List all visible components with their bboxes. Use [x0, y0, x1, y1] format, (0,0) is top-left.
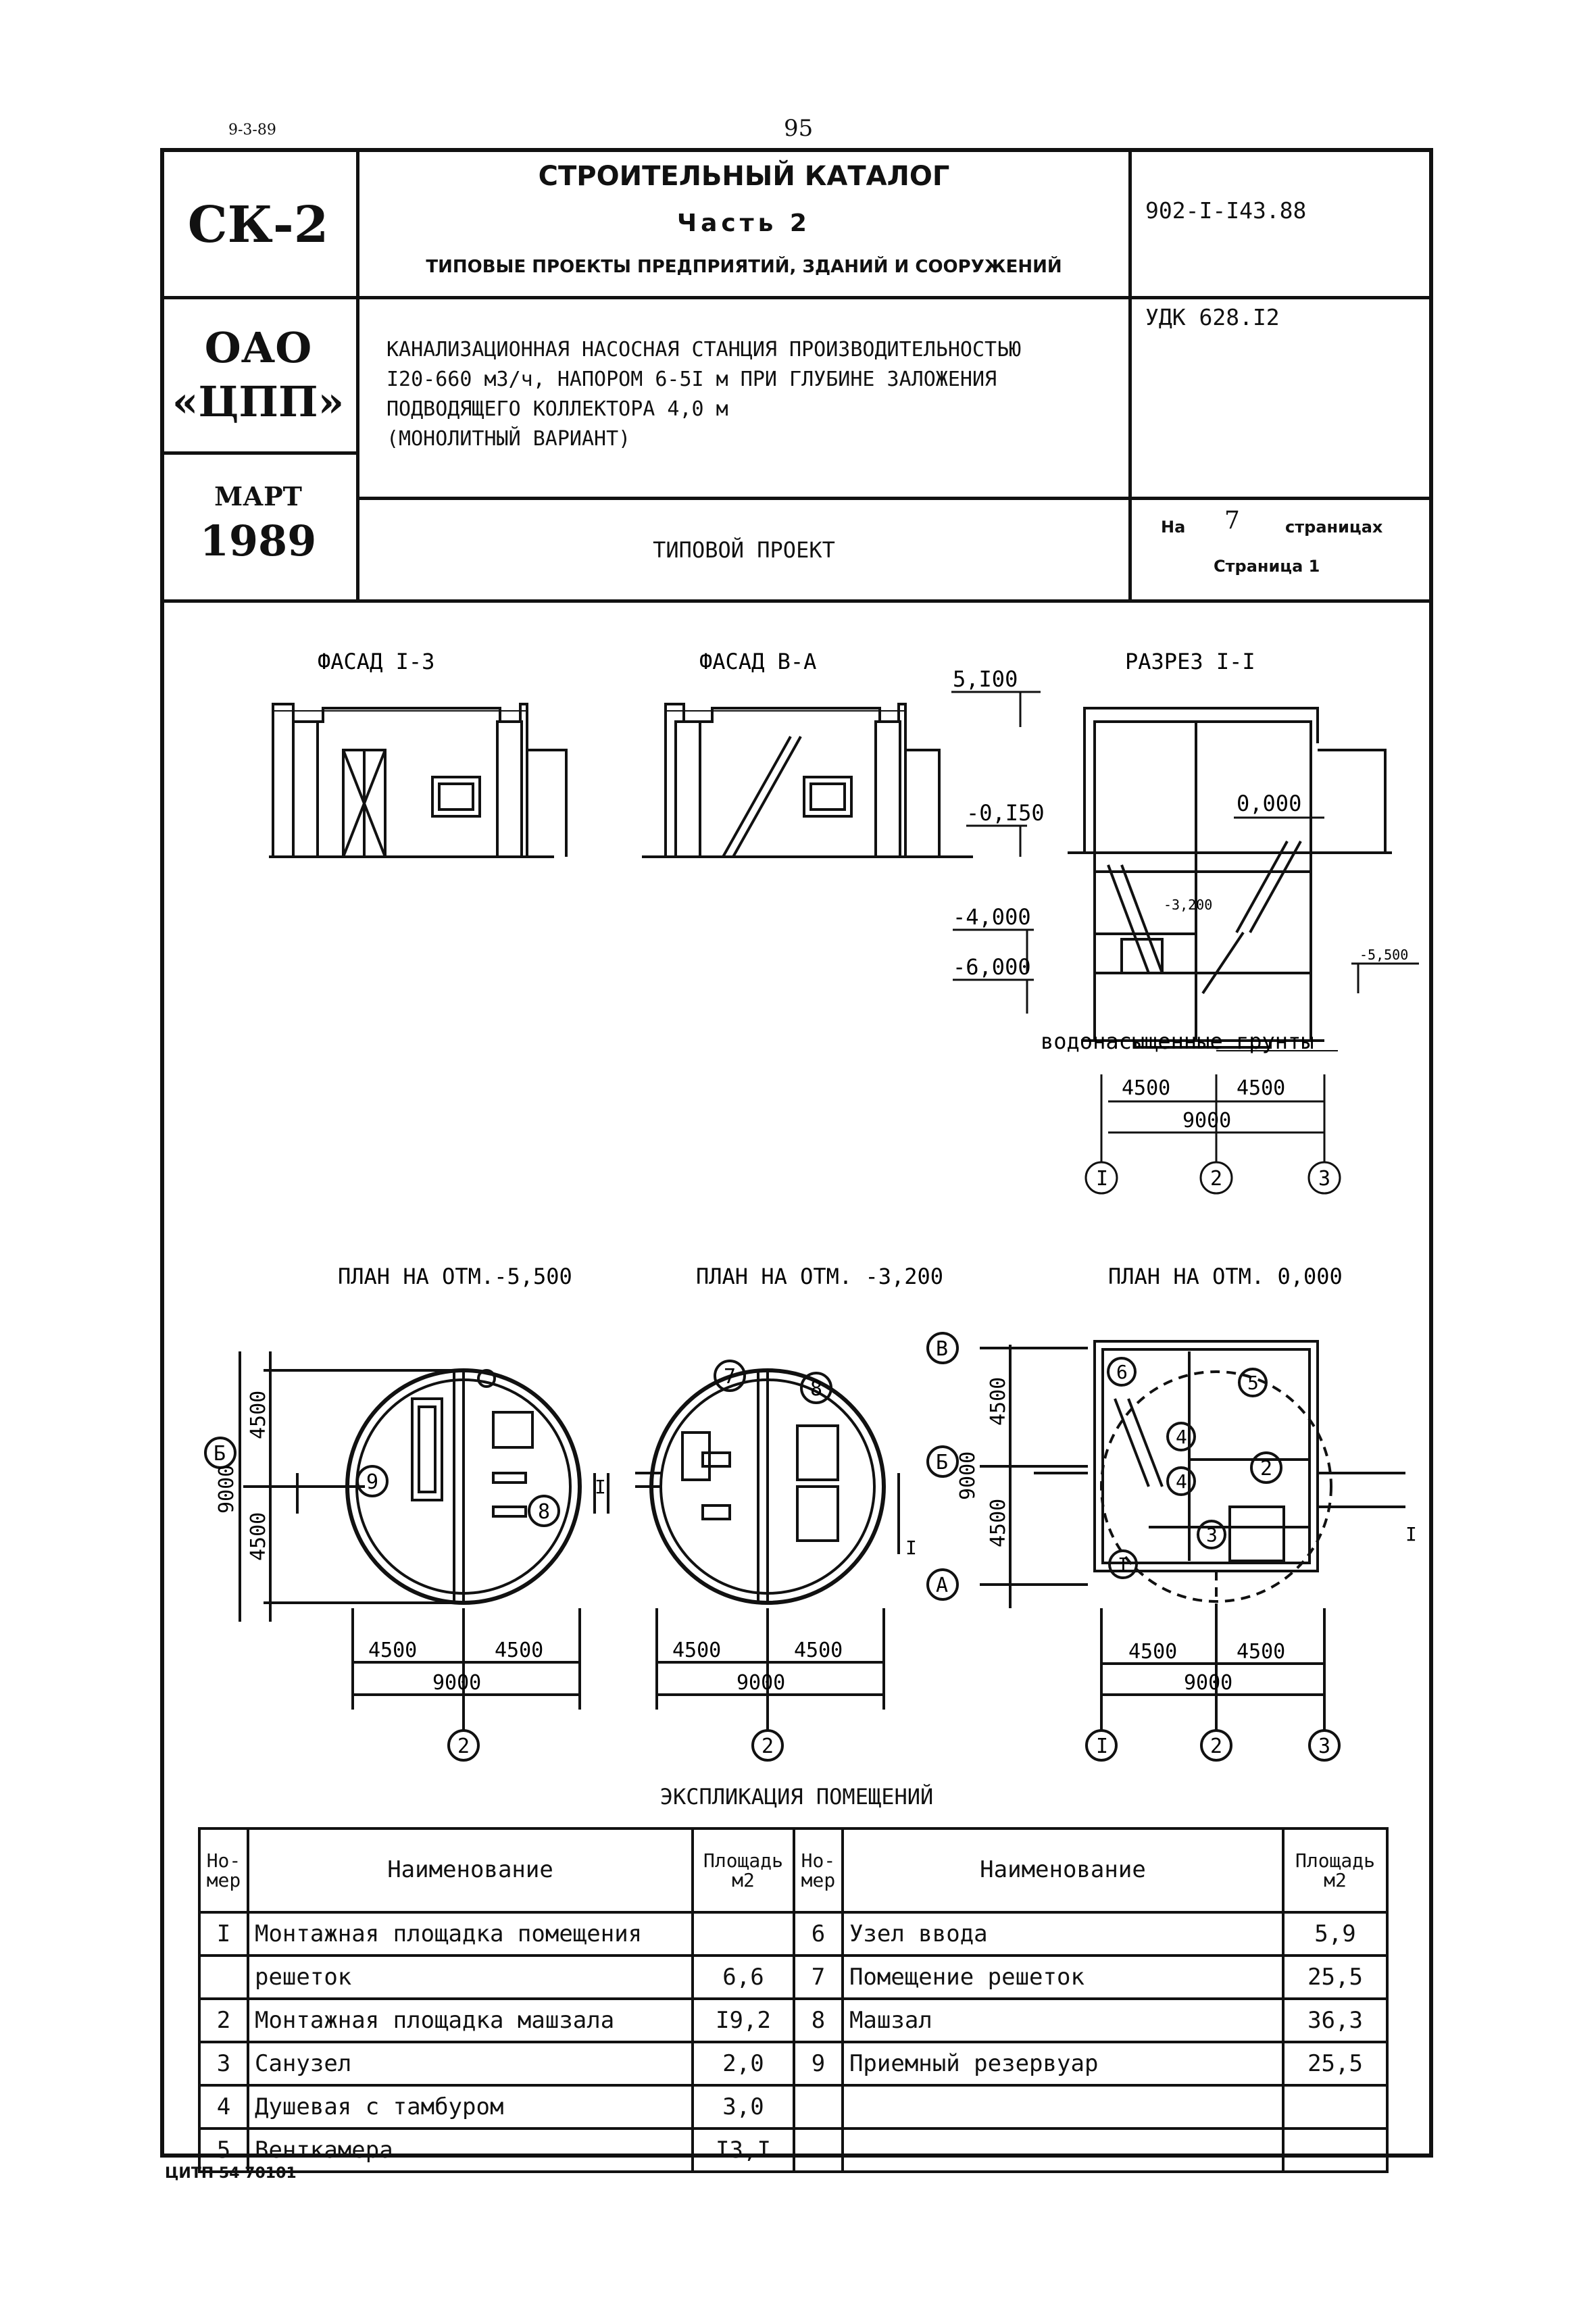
elev-minus-3200: -3,200: [1164, 897, 1213, 913]
plan-1-vdim-2: 4500: [247, 1512, 270, 1561]
plan-2-drawing: [608, 1361, 899, 1760]
plan-3-hdim-2: 4500: [1237, 1640, 1286, 1664]
row-area: 25,5: [1283, 2042, 1387, 2085]
series-code: СК-2: [187, 196, 329, 254]
description-line: I20-660 м3/ч, НАПОРОМ 6-5I м ПРИ ГЛУБИНЕ ЗАЛОЖЕНИЯ: [386, 368, 997, 391]
row-num: 4: [199, 2085, 248, 2129]
plan-1-hdim-total: 9000: [432, 1671, 482, 1695]
elev-minus-6000: -6,000: [953, 954, 1031, 980]
pages-prefix: На: [1161, 518, 1186, 537]
plan-2-title: ПЛАН НА ОТМ. -3,200: [696, 1264, 944, 1289]
plan-3-room-1: I: [1118, 1553, 1129, 1576]
header-num-2: Но-мер: [794, 1828, 843, 1912]
catalog-title: СТРОИТЕЛЬНЫЙ КАТАЛОГ: [538, 161, 950, 192]
plan-3-vdim-1: 4500: [987, 1376, 1010, 1426]
row-num: I: [199, 1912, 248, 1956]
description-line: ПОДВОДЯЩЕГО КОЛЛЕКТОРА 4,0 м: [386, 397, 728, 421]
plan-3-room-4b: 4: [1176, 1470, 1187, 1493]
catalog-subtitle: ТИПОВЫЕ ПРОЕКТЫ ПРЕДПРИЯТИЙ, ЗДАНИЙ И СООРУЖЕНИЙ: [426, 257, 1062, 277]
org-line-2: «ЦПП»: [172, 377, 345, 426]
table-row: [199, 2042, 1387, 2085]
plan-3-room-3: 3: [1206, 1524, 1218, 1546]
plan-3-hdim-1: 4500: [1128, 1640, 1178, 1664]
soil-note: водонасыщенные грунты: [1041, 1028, 1314, 1054]
table-header-row: [199, 1828, 1387, 1912]
elev-0000: 0,000: [1237, 791, 1302, 816]
explication-title: ЭКСПЛИКАЦИЯ ПОМЕЩЕНИЙ: [659, 1784, 934, 1810]
row-name: Машзал: [843, 1999, 1283, 2042]
section-drawing: [1068, 708, 1392, 1051]
row-area: 36,3: [1283, 1999, 1387, 2042]
row-num: 5: [199, 2129, 248, 2172]
page-number: 95: [784, 115, 814, 142]
facade-1-drawing: [269, 704, 566, 857]
plan-1-vdim-total: 9000: [215, 1464, 239, 1514]
row-name: Душевая с тамбуром: [248, 2085, 693, 2129]
row-area: 3,0: [693, 2085, 794, 2129]
row-num: [794, 2085, 843, 2129]
row-name: Приемный резервуар: [843, 2042, 1283, 2085]
section-dim-total: 9000: [1182, 1109, 1232, 1132]
row-name: Монтажная площадка машзала: [248, 1999, 693, 2042]
section-title: РАЗРЕЗ I-I: [1125, 649, 1255, 674]
facade-2-drawing: [642, 704, 973, 857]
plan-1-hdim-1: 4500: [368, 1639, 418, 1662]
pages-count: 7: [1224, 507, 1240, 534]
plan-3-room-5: 5: [1247, 1372, 1259, 1394]
row-name: [843, 2129, 1283, 2172]
header-name: Наименование: [248, 1828, 693, 1912]
page-label: Страница 1: [1214, 557, 1320, 576]
elev-minus-0150: -0,I50: [966, 800, 1045, 826]
doc-type: ТИПОВОЙ ПРОЕКТ: [653, 537, 835, 563]
table-row: [199, 1912, 1387, 1956]
table-row: [199, 2085, 1387, 2129]
header-area-2: Площадь м2: [1283, 1828, 1387, 1912]
row-name: Узел ввода: [843, 1912, 1283, 1956]
plan-1-title: ПЛАН НА ОТМ.-5,500: [338, 1264, 572, 1289]
plan-3-room-4a: 4: [1176, 1426, 1187, 1448]
org-line-1: ОАО: [204, 323, 312, 372]
row-num: 6: [794, 1912, 843, 1956]
row-name: Монтажная площадка помещения: [248, 1912, 693, 1956]
elev-minus-5500: -5,500: [1360, 947, 1409, 963]
table-row: [199, 1956, 1387, 1999]
plan-1-vdim-1: 4500: [247, 1390, 270, 1439]
section-axis-2: 2: [1210, 1167, 1223, 1191]
plan-3-axis-b: Б: [936, 1451, 949, 1474]
plan-2-section-mark: I: [905, 1537, 917, 1559]
plan-3-section-mark: I: [1405, 1523, 1417, 1545]
row-area: 2,0: [693, 2042, 794, 2085]
row-num: 3: [199, 2042, 248, 2085]
row-area: [693, 1912, 794, 1956]
plan-2-room-7: 7: [724, 1365, 737, 1389]
explication-table: [198, 1827, 1389, 2173]
plan-2-hdim-2: 4500: [794, 1639, 843, 1662]
footer-code: ЦИТП 54 70101: [165, 2165, 297, 2182]
row-num: [794, 2129, 843, 2172]
description-line: (МОНОЛИТНЫЙ ВАРИАНТ): [386, 427, 631, 451]
row-area: 5,9: [1283, 1912, 1387, 1956]
description-line: КАНАЛИЗАЦИОННАЯ НАСОСНАЯ СТАНЦИЯ ПРОИЗВОДИТЕЛЬНОСТЬЮ: [386, 338, 1022, 362]
udk: УДК 628.I2: [1145, 304, 1280, 330]
issue-year: 1989: [199, 516, 317, 566]
facade-2-title: ФАСАД В-А: [699, 649, 817, 674]
elev-minus-4000: -4,000: [953, 904, 1031, 930]
facade-1-title: ФАСАД I-3: [318, 649, 435, 674]
row-name: решеток: [248, 1956, 693, 1999]
row-num: [199, 1956, 248, 1999]
elev-5100: 5,I00: [953, 666, 1018, 692]
plan-2-hdim-total: 9000: [737, 1671, 786, 1695]
page-code: 9-3-89: [228, 122, 276, 139]
row-area: 25,5: [1283, 1956, 1387, 1999]
row-name: Санузел: [248, 2042, 693, 2085]
plan-2-axis-2: 2: [762, 1735, 774, 1758]
plan-3-hdim-total: 9000: [1184, 1671, 1233, 1695]
row-area: I9,2: [693, 1999, 794, 2042]
catalog-part: Часть 2: [677, 209, 811, 237]
row-num: 7: [794, 1956, 843, 1999]
project-code: 902-I-I43.88: [1145, 197, 1307, 224]
plan-1-axis-b: Б: [214, 1442, 226, 1466]
plan-3-vdim-2: 4500: [987, 1498, 1010, 1547]
section-dim-1: 4500: [1122, 1076, 1171, 1100]
row-area: [1283, 2085, 1387, 2129]
section-dim-2: 4500: [1237, 1076, 1286, 1100]
plan-1-room-8: 8: [538, 1500, 551, 1524]
plan-3-axis-2: 2: [1210, 1735, 1223, 1758]
section-axis-3: 3: [1318, 1167, 1331, 1191]
table-row: [199, 2129, 1387, 2172]
plan-2-hdim-1: 4500: [672, 1639, 722, 1662]
row-num: 2: [199, 1999, 248, 2042]
plan-3-axis-v: В: [936, 1337, 949, 1361]
table-row: [199, 1999, 1387, 2042]
plan-1-axis-2: 2: [457, 1735, 470, 1758]
header-area: Площадь м2: [693, 1828, 794, 1912]
plan-3-axis-a: А: [936, 1574, 949, 1597]
row-area: I3,I: [693, 2129, 794, 2172]
issue-month: МАРТ: [214, 481, 302, 512]
plan-1-section-mark: I: [595, 1476, 606, 1498]
section-axis-1: I: [1096, 1167, 1109, 1191]
plan-3-room-6: 6: [1116, 1361, 1128, 1383]
plan-3-title: ПЛАН НА ОТМ. 0,000: [1108, 1264, 1343, 1289]
row-name: Помещение решеток: [843, 1956, 1283, 1999]
row-num: 9: [794, 2042, 843, 2085]
header-num: Но-мер: [199, 1828, 248, 1912]
plan-2-room-8: 8: [810, 1377, 823, 1401]
row-name: Венткамера: [248, 2129, 693, 2172]
row-name: [843, 2085, 1283, 2129]
pages-suffix: страницах: [1285, 518, 1383, 537]
header-name-2: Наименование: [843, 1828, 1283, 1912]
plan-3-room-2: 2: [1260, 1457, 1273, 1480]
plan-3-axis-1: I: [1096, 1735, 1109, 1758]
plan-1-hdim-2: 4500: [495, 1639, 544, 1662]
plan-3-vdim-total: 9000: [956, 1451, 980, 1500]
row-area: [1283, 2129, 1387, 2172]
row-num: 8: [794, 1999, 843, 2042]
plan-1-room-9: 9: [366, 1470, 379, 1494]
plan-3-axis-3: 3: [1318, 1735, 1331, 1758]
row-area: 6,6: [693, 1956, 794, 1999]
